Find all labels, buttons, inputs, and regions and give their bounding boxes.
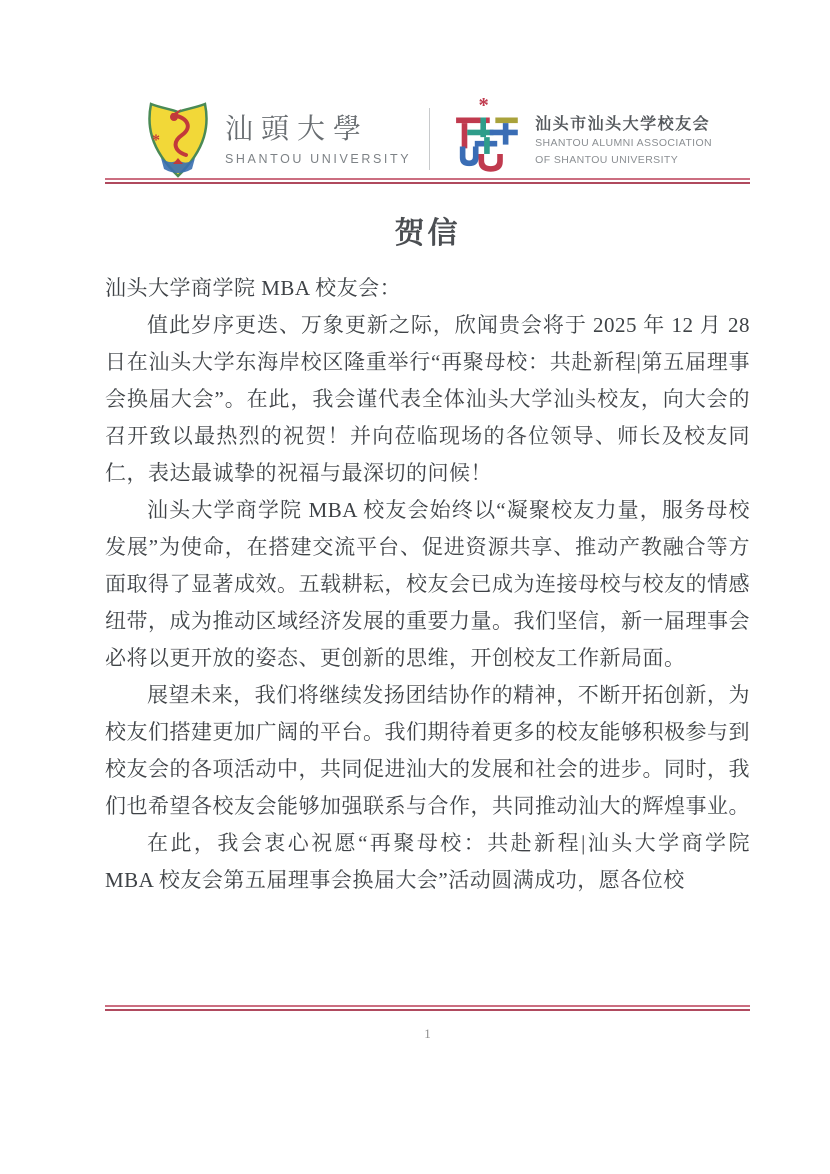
university-crest-icon <box>143 100 213 178</box>
university-name-cn: 汕頭大學 <box>224 113 369 145</box>
logo-divider <box>429 108 430 170</box>
university-wordmark <box>225 113 411 166</box>
salutation: 汕头大学商学院 MBA 校友会： <box>105 276 402 300</box>
paragraph-4: 在此，我会衷心祝愿“再聚母校：共赴新程|汕头大学商学院 MBA 校友会第五届理事会换届大会”活动圆满成功，愿各位校 <box>105 831 750 892</box>
association-wordmark <box>535 111 712 168</box>
university-name-en: SHANTOU UNIVERSITY <box>224 151 412 166</box>
header-rule-bottom-line <box>105 182 750 184</box>
letter-title: 贺信 <box>394 217 461 250</box>
association-emblem-icon <box>448 96 524 182</box>
university-logo <box>143 100 411 178</box>
paragraph-2: 汕头大学商学院 MBA 校友会始终以“凝聚校友力量，服务母校发展”为使命，在搭建交流平台、促进资源共享、推动产教融合等方面取得了显著成效。五载耕耘，校友会已成为连接母校与校友的情感纽带，成为推动区域经济发展的重要力量。我们坚信，新一届理事会必将以更开放的姿态、更创新的思维，开创校友工作新局面。 <box>105 498 750 670</box>
page-number: 1 <box>424 1026 431 1041</box>
association-name-en-1: SHANTOU ALUMNI ASSOCIATION <box>535 136 713 149</box>
footer-rule <box>105 1005 750 1011</box>
footer-rule-bottom-line <box>105 1009 750 1011</box>
paragraph-3: 展望未来，我们将继续发扬团结协作的精神，不断开拓创新，为校友们搭建更加广阔的平台。我们期待着更多的校友能够积极参与到校友会的各项活动中，共同促进汕大的发展和社会的进步。同时，我们也希望各校友会能够加强联系与合作，共同推动汕大的辉煌事业。 <box>105 683 750 818</box>
footer-rule-top-line <box>105 1005 750 1007</box>
paragraph-1: 值此岁序更迭、万象更新之际，欣闻贵会将于 2025 年 12 月 28 日在汕头大学东海岸校区隆重举行“再聚母校：共赴新程|第五届理事会换届大会”。在此，我会谨代表全体汕头大学汕头校友，向大会的召开致以最热烈的祝贺！并向莅临现场的各位领导、师长及校友同仁，表达最诚挚的祝福与最深切的问候！ <box>105 313 750 485</box>
svg-text:*: * <box>478 96 489 117</box>
header-rule <box>105 178 750 184</box>
letterhead <box>105 96 750 182</box>
association-name-en-2: OF SHANTOU UNIVERSITY <box>535 153 679 166</box>
association-name-cn: 汕头市汕头大学校友会 <box>535 115 711 133</box>
header-rule-top-line <box>105 178 750 180</box>
svg-text:*: * <box>151 132 160 149</box>
letter-body <box>105 202 750 899</box>
association-logo <box>448 96 712 182</box>
